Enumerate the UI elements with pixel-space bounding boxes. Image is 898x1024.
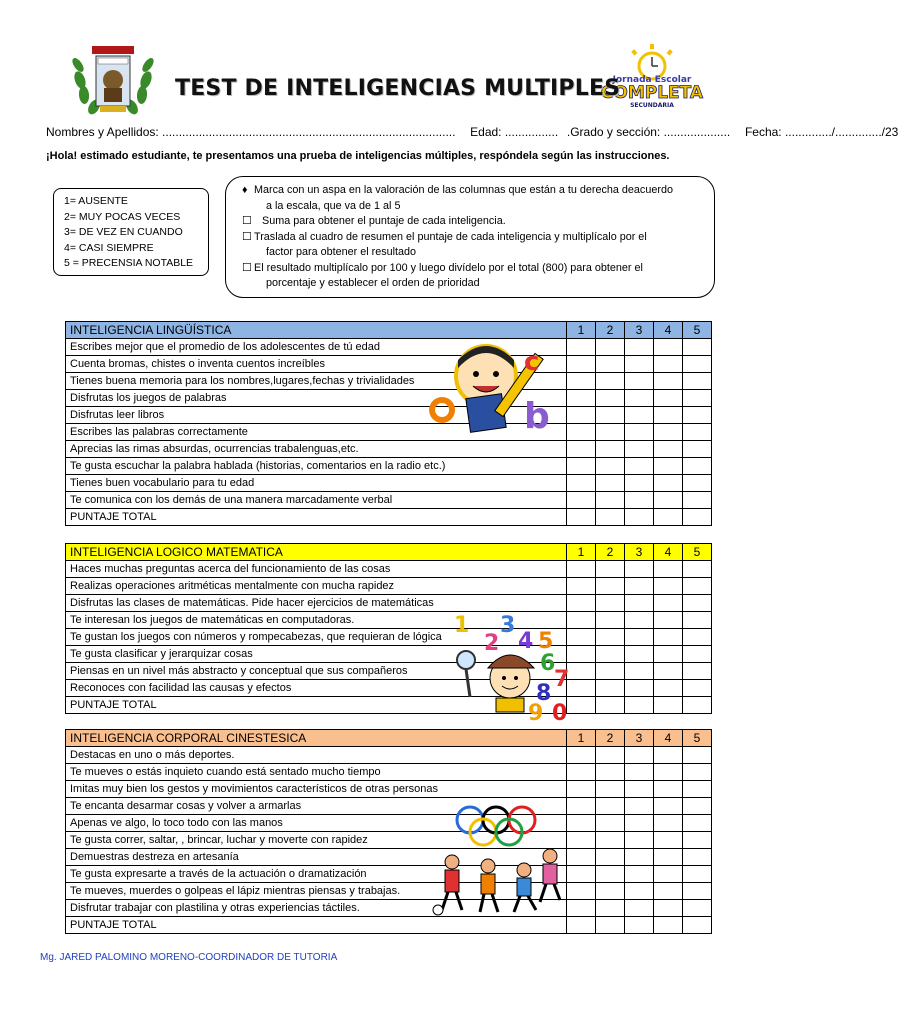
question-row	[66, 356, 712, 373]
rating-cell[interactable]	[567, 866, 596, 883]
rating-cell[interactable]	[596, 629, 625, 646]
rating-cell[interactable]	[596, 356, 625, 373]
question-text: Realizas operaciones aritméticas mentalmente con mucha rapidez	[66, 578, 567, 595]
rating-column-header: 5	[683, 730, 712, 747]
question-text: Te interesan los juegos de matemáticas en computadoras.	[66, 612, 567, 629]
rating-column-header: 3	[625, 322, 654, 339]
rating-cell[interactable]	[567, 390, 596, 407]
rating-column-header: 2	[596, 544, 625, 561]
question-text: Escribes las palabras correctamente	[66, 424, 567, 441]
rating-cell[interactable]	[596, 390, 625, 407]
rating-cell[interactable]	[596, 697, 625, 714]
scale-item: 4= CASI SIEMPRE	[64, 241, 154, 254]
question-row	[66, 680, 712, 697]
rating-cell[interactable]	[654, 612, 683, 629]
rating-cell[interactable]	[596, 578, 625, 595]
instruction-line: Marca con un aspa en la valoración de las columnas que están a tu derecha deacuerdo	[254, 184, 673, 196]
question-text: Reconoces con facilidad las causas y efectos	[66, 680, 567, 697]
rating-cell[interactable]	[683, 883, 712, 900]
question-row	[66, 612, 712, 629]
numbers-child-clipart	[452, 612, 578, 726]
rating-cell[interactable]	[683, 781, 712, 798]
question-row	[66, 900, 712, 917]
rating-cell[interactable]	[654, 595, 683, 612]
rating-cell[interactable]	[567, 798, 596, 815]
rating-cell[interactable]	[654, 900, 683, 917]
rating-cell[interactable]	[654, 373, 683, 390]
rating-cell[interactable]	[683, 578, 712, 595]
question-row	[66, 475, 712, 492]
svg-text:4: 4	[518, 629, 534, 654]
rating-cell[interactable]	[596, 815, 625, 832]
question-row	[66, 595, 712, 612]
logo-line-1: Jornada Escolar	[612, 75, 692, 85]
instruction-item	[242, 230, 702, 261]
scale-item: 2= MUY POCAS VECES	[64, 210, 181, 223]
rating-column-header: 4	[654, 322, 683, 339]
footer-credit: Mg. JARED PALOMINO MORENO-COORDINADOR DE TUTORIA	[40, 952, 338, 963]
rating-cell[interactable]	[596, 492, 625, 509]
section-header-row	[66, 322, 712, 339]
rating-cell[interactable]	[596, 781, 625, 798]
rating-cell[interactable]	[654, 866, 683, 883]
rating-cell[interactable]	[596, 612, 625, 629]
grade-section-field[interactable]: .Grado y sección: ....................	[566, 125, 731, 139]
question-text: Imitas muy bien los gestos y movimientos característicos de otras personas	[66, 781, 567, 798]
rating-cell[interactable]	[654, 441, 683, 458]
question-row	[66, 561, 712, 578]
rating-cell[interactable]	[683, 424, 712, 441]
rating-cell[interactable]	[683, 900, 712, 917]
rating-cell[interactable]	[596, 407, 625, 424]
rating-cell[interactable]	[683, 407, 712, 424]
greeting-text: ¡Hola! estimado estudiante, te presentamos una prueba de inteligencias múltiples, respóndela según las instrucciones.	[46, 150, 670, 162]
rating-cell[interactable]	[683, 339, 712, 356]
rating-cell[interactable]	[596, 595, 625, 612]
rating-cell[interactable]	[596, 883, 625, 900]
question-text: Disfrutas leer libros	[66, 407, 567, 424]
rating-cell[interactable]	[683, 849, 712, 866]
instruction-line: Traslada al cuadro de resumen el puntaje de cada inteligencia y multiplícalo por el	[254, 230, 647, 243]
rating-cell[interactable]	[654, 509, 683, 526]
rating-cell[interactable]	[683, 509, 712, 526]
total-score-label: PUNTAJE TOTAL	[66, 509, 567, 526]
rating-cell[interactable]	[625, 441, 654, 458]
rating-cell[interactable]	[596, 441, 625, 458]
rating-cell[interactable]	[567, 356, 596, 373]
rating-cell[interactable]	[567, 509, 596, 526]
total-score-row	[66, 697, 712, 714]
rating-cell[interactable]	[625, 578, 654, 595]
page-title: TEST DE INTELIGENCIAS MULTIPLES	[175, 76, 621, 101]
rating-cell[interactable]	[654, 475, 683, 492]
question-text: Apenas ve algo, lo toco todo con las manos	[66, 815, 567, 832]
question-text: Demuestras destreza en artesanía	[66, 849, 567, 866]
section-header-row	[66, 730, 712, 747]
rating-cell[interactable]	[625, 561, 654, 578]
rating-cell[interactable]	[596, 747, 625, 764]
section-title: INTELIGENCIA LINGÜÍSTICA	[66, 322, 567, 339]
rating-cell[interactable]	[625, 900, 654, 917]
question-text: Te mueves, muerdes o golpeas el lápiz mientras piensas y trabajas.	[66, 883, 567, 900]
rating-cell[interactable]	[654, 629, 683, 646]
question-row	[66, 407, 712, 424]
svg-text:9: 9	[528, 701, 544, 726]
rating-cell[interactable]	[683, 798, 712, 815]
rating-cell[interactable]	[596, 509, 625, 526]
question-row	[66, 832, 712, 849]
rating-cell[interactable]	[683, 764, 712, 781]
rating-cell[interactable]	[683, 390, 712, 407]
question-text: Piensas en un nivel más abstracto y conceptual que sus compañeros	[66, 663, 567, 680]
rating-column-header: 5	[683, 322, 712, 339]
rating-cell[interactable]	[567, 339, 596, 356]
rating-cell[interactable]	[596, 866, 625, 883]
rating-cell[interactable]	[654, 424, 683, 441]
rating-cell[interactable]	[625, 475, 654, 492]
name-field[interactable]: Nombres y Apellidos: ........................................................................................	[46, 125, 456, 139]
rating-column-header: 4	[654, 544, 683, 561]
rating-cell[interactable]	[596, 424, 625, 441]
rating-cell[interactable]	[567, 900, 596, 917]
rating-cell[interactable]	[596, 832, 625, 849]
question-text: Haces muchas preguntas acerca del funcionamiento de las cosas	[66, 561, 567, 578]
rating-cell[interactable]	[625, 798, 654, 815]
rating-cell[interactable]	[654, 798, 683, 815]
rating-column-header: 2	[596, 322, 625, 339]
rating-cell[interactable]	[625, 849, 654, 866]
rating-cell[interactable]	[625, 356, 654, 373]
rating-cell[interactable]	[567, 815, 596, 832]
rating-cell[interactable]	[625, 595, 654, 612]
rating-cell[interactable]	[567, 832, 596, 849]
question-row	[66, 373, 712, 390]
question-row	[66, 866, 712, 883]
rating-cell[interactable]	[654, 390, 683, 407]
total-score-row	[66, 917, 712, 934]
question-text: Te gusta escuchar la palabra hablada (historias, comentarios en la radio etc.)	[66, 458, 567, 475]
rating-cell[interactable]	[596, 339, 625, 356]
rating-cell[interactable]	[683, 747, 712, 764]
rating-cell[interactable]	[625, 832, 654, 849]
scale-item: 1= AUSENTE	[64, 195, 128, 207]
diamond-bullet-icon: ♦	[242, 184, 248, 196]
rating-cell[interactable]	[654, 561, 683, 578]
question-row	[66, 458, 712, 475]
question-text: Te comunica con los demás de una manera marcadamente verbal	[66, 492, 567, 509]
rating-cell[interactable]	[596, 373, 625, 390]
question-text: Aprecias las rimas absurdas, ocurrencias trabalenguas,etc.	[66, 441, 567, 458]
logo-line-3: SECUNDARIA	[630, 102, 674, 109]
rating-cell[interactable]	[654, 663, 683, 680]
rating-column-header: 5	[683, 544, 712, 561]
rating-column-header: 1	[567, 322, 596, 339]
bodily-kinesthetic-intelligence-table	[65, 729, 712, 934]
question-row	[66, 815, 712, 832]
rating-cell[interactable]	[654, 339, 683, 356]
rating-cell[interactable]	[654, 832, 683, 849]
rating-cell[interactable]	[567, 441, 596, 458]
rating-cell[interactable]	[567, 561, 596, 578]
rating-cell[interactable]	[567, 917, 596, 934]
rating-cell[interactable]	[654, 883, 683, 900]
instruction-item	[242, 183, 702, 214]
rating-column-header: 2	[596, 730, 625, 747]
rating-cell[interactable]	[596, 663, 625, 680]
olympic-sports-clipart	[432, 800, 566, 918]
rating-column-header: 4	[654, 730, 683, 747]
rating-cell[interactable]	[625, 612, 654, 629]
rating-cell[interactable]	[567, 492, 596, 509]
question-row	[66, 629, 712, 646]
rating-cell[interactable]	[596, 917, 625, 934]
instruction-line: Suma para obtener el puntaje de cada inteligencia.	[262, 215, 506, 227]
question-text: Te gusta correr, saltar, , brincar, luchar y moverte con rapidez	[66, 832, 567, 849]
rating-cell[interactable]	[683, 595, 712, 612]
rating-cell[interactable]	[596, 849, 625, 866]
rating-cell[interactable]	[625, 815, 654, 832]
total-score-row	[66, 509, 712, 526]
date-field[interactable]: Fecha: ............../............../23	[744, 125, 898, 139]
instruction-item	[242, 261, 702, 292]
question-row	[66, 339, 712, 356]
rating-cell[interactable]	[625, 424, 654, 441]
question-text: Disfrutar trabajar con plastilina y otras experiencias táctiles.	[66, 900, 567, 917]
rating-cell[interactable]	[625, 697, 654, 714]
rating-cell[interactable]	[654, 578, 683, 595]
rating-cell[interactable]	[625, 629, 654, 646]
rating-cell[interactable]	[567, 883, 596, 900]
rating-cell[interactable]	[625, 781, 654, 798]
rating-cell[interactable]	[625, 492, 654, 509]
checkbox-bullet-icon: ☐	[242, 261, 252, 274]
instruction-line: factor para obtener el resultado	[266, 246, 417, 258]
instruction-line: porcentaje y establecer el orden de prioridad	[266, 277, 480, 289]
rating-cell[interactable]	[683, 629, 712, 646]
rating-cell[interactable]	[567, 747, 596, 764]
rating-cell[interactable]	[625, 663, 654, 680]
checkbox-bullet-icon: ☐	[242, 230, 252, 243]
question-row	[66, 883, 712, 900]
rating-cell[interactable]	[567, 373, 596, 390]
rating-cell[interactable]	[567, 595, 596, 612]
rating-cell[interactable]	[625, 407, 654, 424]
question-text: Te gustan los juegos con números y rompecabezas, que requieran de lógica	[66, 629, 567, 646]
rating-cell[interactable]	[683, 612, 712, 629]
rating-cell[interactable]	[683, 815, 712, 832]
rating-cell[interactable]	[596, 764, 625, 781]
rating-cell[interactable]	[654, 747, 683, 764]
rating-cell[interactable]	[625, 917, 654, 934]
checkbox-bullet-icon: ☐	[242, 215, 252, 227]
section-title: INTELIGENCIA CORPORAL CINESTESICA	[66, 730, 567, 747]
rating-cell[interactable]	[683, 561, 712, 578]
rating-cell[interactable]	[683, 646, 712, 663]
rating-cell[interactable]	[567, 781, 596, 798]
scale-item: 3= DE VEZ EN CUANDO	[64, 226, 183, 238]
svg-text:2: 2	[484, 631, 500, 656]
rating-cell[interactable]	[625, 747, 654, 764]
question-text: Te encanta desarmar cosas y volver a armarlas	[66, 798, 567, 815]
question-row	[66, 747, 712, 764]
rating-cell[interactable]	[596, 458, 625, 475]
svg-text:0: 0	[552, 701, 568, 726]
rating-cell[interactable]	[683, 492, 712, 509]
question-text: Te gusta clasificar y jerarquizar cosas	[66, 646, 567, 663]
rating-cell[interactable]	[683, 917, 712, 934]
rating-cell[interactable]	[596, 798, 625, 815]
svg-text:1: 1	[454, 613, 470, 638]
rating-cell[interactable]	[683, 663, 712, 680]
rating-cell[interactable]	[596, 680, 625, 697]
rating-cell[interactable]	[654, 764, 683, 781]
question-text: Escribes mejor que el promedio de los adolescentes de tú edad	[66, 339, 567, 356]
rating-cell[interactable]	[625, 883, 654, 900]
logical-math-intelligence-table	[65, 543, 712, 714]
question-row	[66, 424, 712, 441]
rating-cell[interactable]	[654, 781, 683, 798]
section-header-row	[66, 544, 712, 561]
instruction-item	[242, 214, 702, 230]
rating-cell[interactable]	[683, 866, 712, 883]
instructions-box	[225, 176, 715, 298]
rating-cell[interactable]	[625, 458, 654, 475]
rating-cell[interactable]	[683, 697, 712, 714]
scale-item: 5 = PRECENSIA NOTABLE	[64, 257, 194, 269]
question-text: Disfrutas las clases de matemáticas. Pide hacer ejercicios de matemáticas	[66, 595, 567, 612]
reading-child-clipart	[428, 338, 558, 438]
rating-column-header: 3	[625, 544, 654, 561]
rating-cell[interactable]	[683, 441, 712, 458]
question-text: Disfrutas los juegos de palabras	[66, 390, 567, 407]
question-text: Cuenta bromas, chistes o inventa cuentos increíbles	[66, 356, 567, 373]
age-field[interactable]: Edad: ................	[470, 125, 559, 139]
question-row	[66, 798, 712, 815]
rating-column-header: 1	[567, 544, 596, 561]
rating-cell[interactable]	[654, 680, 683, 697]
rating-cell[interactable]	[683, 373, 712, 390]
rating-cell[interactable]	[654, 917, 683, 934]
rating-cell[interactable]	[625, 390, 654, 407]
rating-cell[interactable]	[567, 849, 596, 866]
svg-text:c: c	[524, 347, 540, 377]
question-row	[66, 578, 712, 595]
question-text: Tienes buena memoria para los nombres,lugares,fechas y trivialidades	[66, 373, 567, 390]
rating-cell[interactable]	[596, 475, 625, 492]
rating-cell[interactable]	[567, 475, 596, 492]
rating-scale-legend	[53, 188, 209, 276]
question-row	[66, 390, 712, 407]
rating-cell[interactable]	[654, 849, 683, 866]
rating-cell[interactable]	[654, 458, 683, 475]
svg-text:b: b	[524, 396, 550, 437]
rating-cell[interactable]	[683, 475, 712, 492]
rating-cell[interactable]	[654, 407, 683, 424]
rating-cell[interactable]	[567, 424, 596, 441]
rating-cell[interactable]	[567, 764, 596, 781]
question-text: Te mueves o estás inquieto cuando está sentado mucho tiempo	[66, 764, 567, 781]
question-row	[66, 646, 712, 663]
rating-column-header: 1	[567, 730, 596, 747]
svg-text:5: 5	[538, 629, 554, 654]
rating-cell[interactable]	[683, 458, 712, 475]
question-row	[66, 849, 712, 866]
rating-cell[interactable]	[625, 509, 654, 526]
logo-line-2: COMPLETA	[600, 83, 704, 103]
svg-text:3: 3	[500, 613, 516, 638]
instruction-line: El resultado multiplícalo por 100 y luego divídelo por el total (800) para obtener el	[254, 261, 643, 274]
question-row	[66, 764, 712, 781]
linguistic-intelligence-table	[65, 321, 712, 526]
section-title: INTELIGENCIA LOGICO MATEMATICA	[66, 544, 567, 561]
rating-cell[interactable]	[567, 458, 596, 475]
instruction-line: a la escala, que va de 1 al 5	[266, 199, 401, 212]
school-crest-logo	[70, 40, 156, 118]
total-score-label: PUNTAJE TOTAL	[66, 697, 567, 714]
rating-cell[interactable]	[596, 900, 625, 917]
rating-cell[interactable]	[683, 832, 712, 849]
rating-cell[interactable]	[654, 492, 683, 509]
question-row	[66, 441, 712, 458]
svg-text:8: 8	[536, 681, 552, 706]
rating-cell[interactable]	[683, 356, 712, 373]
rating-cell[interactable]	[625, 373, 654, 390]
question-row	[66, 781, 712, 798]
svg-text:6: 6	[540, 651, 556, 676]
question-text: Tienes buen vocabulario para tu edad	[66, 475, 567, 492]
rating-cell[interactable]	[654, 646, 683, 663]
rating-cell[interactable]	[625, 764, 654, 781]
rating-cell[interactable]	[625, 680, 654, 697]
rating-cell[interactable]	[654, 697, 683, 714]
svg-text:7: 7	[554, 667, 570, 692]
question-text: Te gusta expresarte a través de la actuación o dramatización	[66, 866, 567, 883]
rating-cell[interactable]	[683, 680, 712, 697]
rating-cell[interactable]	[567, 578, 596, 595]
question-text: Destacas en uno o más deportes.	[66, 747, 567, 764]
rating-cell[interactable]	[596, 646, 625, 663]
question-row	[66, 663, 712, 680]
question-row	[66, 492, 712, 509]
rating-cell[interactable]	[654, 356, 683, 373]
rating-cell[interactable]	[625, 339, 654, 356]
rating-cell[interactable]	[567, 407, 596, 424]
total-score-label: PUNTAJE TOTAL	[66, 917, 567, 934]
rating-column-header: 3	[625, 730, 654, 747]
rating-cell[interactable]	[625, 866, 654, 883]
student-info-line	[46, 125, 898, 139]
rating-cell[interactable]	[654, 815, 683, 832]
rating-cell[interactable]	[596, 561, 625, 578]
rating-cell[interactable]	[625, 646, 654, 663]
